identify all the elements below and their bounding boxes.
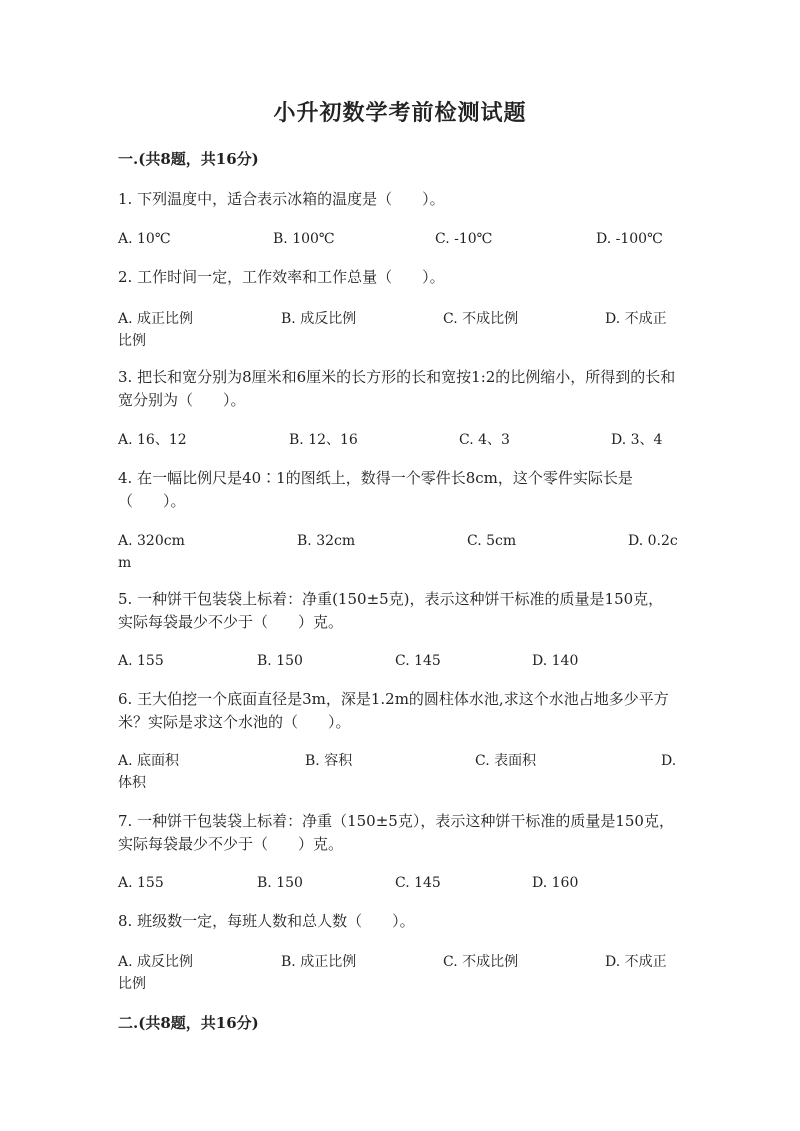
option-b[interactable]: B. 100℃ — [273, 231, 335, 247]
option-d[interactable]: D. 0.2c — [628, 533, 678, 549]
option-a[interactable]: A. 10℃ — [118, 231, 171, 247]
option-b[interactable]: B. 12、16 — [289, 432, 358, 448]
section-heading: 二.(共8题，共16分) — [118, 1014, 259, 1032]
option-c[interactable]: C. 表面积 — [475, 753, 537, 769]
option-d[interactable]: D. 不成正 — [605, 954, 667, 970]
option-c[interactable]: C. 145 — [395, 653, 441, 669]
option-d[interactable]: D. 3、4 — [611, 432, 663, 448]
option-d[interactable]: D. 不成正 — [605, 311, 667, 327]
option-d-continued: 体积 — [118, 775, 146, 791]
option-a[interactable]: A. 155 — [118, 875, 164, 891]
option-b[interactable]: B. 容积 — [305, 753, 353, 769]
option-a[interactable]: A. 成反比例 — [118, 954, 194, 970]
question-4: 4. 在一幅比例尺是40∶1的图纸上，数得一个零件长8cm，这个零件实际长是（ ）。 — [118, 469, 633, 510]
question-1: 1. 下列温度中，适合表示冰箱的温度是（ ）。 — [118, 190, 445, 208]
question-7: 7. 一种饼干包装袋上标着：净重（150±5克），表示这种饼干标准的质量是150克，实际每袋最少不少于（ ）克。 — [118, 812, 674, 853]
option-d-continued: m — [118, 555, 132, 571]
option-c[interactable]: C. -10℃ — [435, 231, 493, 247]
option-a[interactable]: A. 155 — [118, 653, 164, 669]
question-6: 6. 王大伯挖一个底面直径是3m，深是1.2m的圆柱体水池,求这个水池占地多少平方米？实际是求这个水池的（ ）。 — [118, 690, 669, 731]
option-a[interactable]: A. 成正比例 — [118, 311, 194, 327]
option-a[interactable]: A. 320cm — [118, 533, 185, 549]
option-c[interactable]: C. 不成比例 — [443, 311, 519, 327]
option-d[interactable]: D. 160 — [532, 875, 579, 891]
option-d-continued: 比例 — [118, 976, 146, 992]
option-a[interactable]: A. 16、12 — [118, 432, 187, 448]
page-title: 小升初数学考前检测试题 — [273, 100, 527, 126]
option-c[interactable]: C. 不成比例 — [443, 954, 519, 970]
option-a[interactable]: A. 底面积 — [118, 753, 180, 769]
option-c[interactable]: C. 5cm — [467, 533, 517, 549]
option-d[interactable]: D. -100℃ — [596, 231, 663, 247]
question-8: 8. 班级数一定，每班人数和总人数（ ）。 — [118, 912, 415, 930]
question-2: 2. 工作时间一定，工作效率和工作总量（ ）。 — [118, 268, 445, 286]
question-5: 5. 一种饼干包装袋上标着：净重(150±5克)，表示这种饼干标准的质量是150克，实际每袋最少不少于（ ）克。 — [118, 590, 664, 631]
option-b[interactable]: B. 150 — [257, 875, 303, 891]
section-heading: 一.(共8题，共16分) — [118, 150, 259, 168]
option-b[interactable]: B. 成反比例 — [281, 311, 357, 327]
question-3: 3. 把长和宽分别为8厘米和6厘米的长方形的长和宽按1:2的比例缩小，所得到的长和宽分别为（ ）。 — [118, 368, 676, 409]
option-d-continued: 比例 — [118, 333, 146, 349]
option-d[interactable]: D. 140 — [532, 653, 579, 669]
option-c[interactable]: C. 145 — [395, 875, 441, 891]
option-c[interactable]: C. 4、3 — [459, 432, 510, 448]
option-b[interactable]: B. 成正比例 — [281, 954, 357, 970]
option-b[interactable]: B. 32cm — [297, 533, 356, 549]
option-d[interactable]: D. — [661, 753, 677, 769]
option-b[interactable]: B. 150 — [257, 653, 303, 669]
